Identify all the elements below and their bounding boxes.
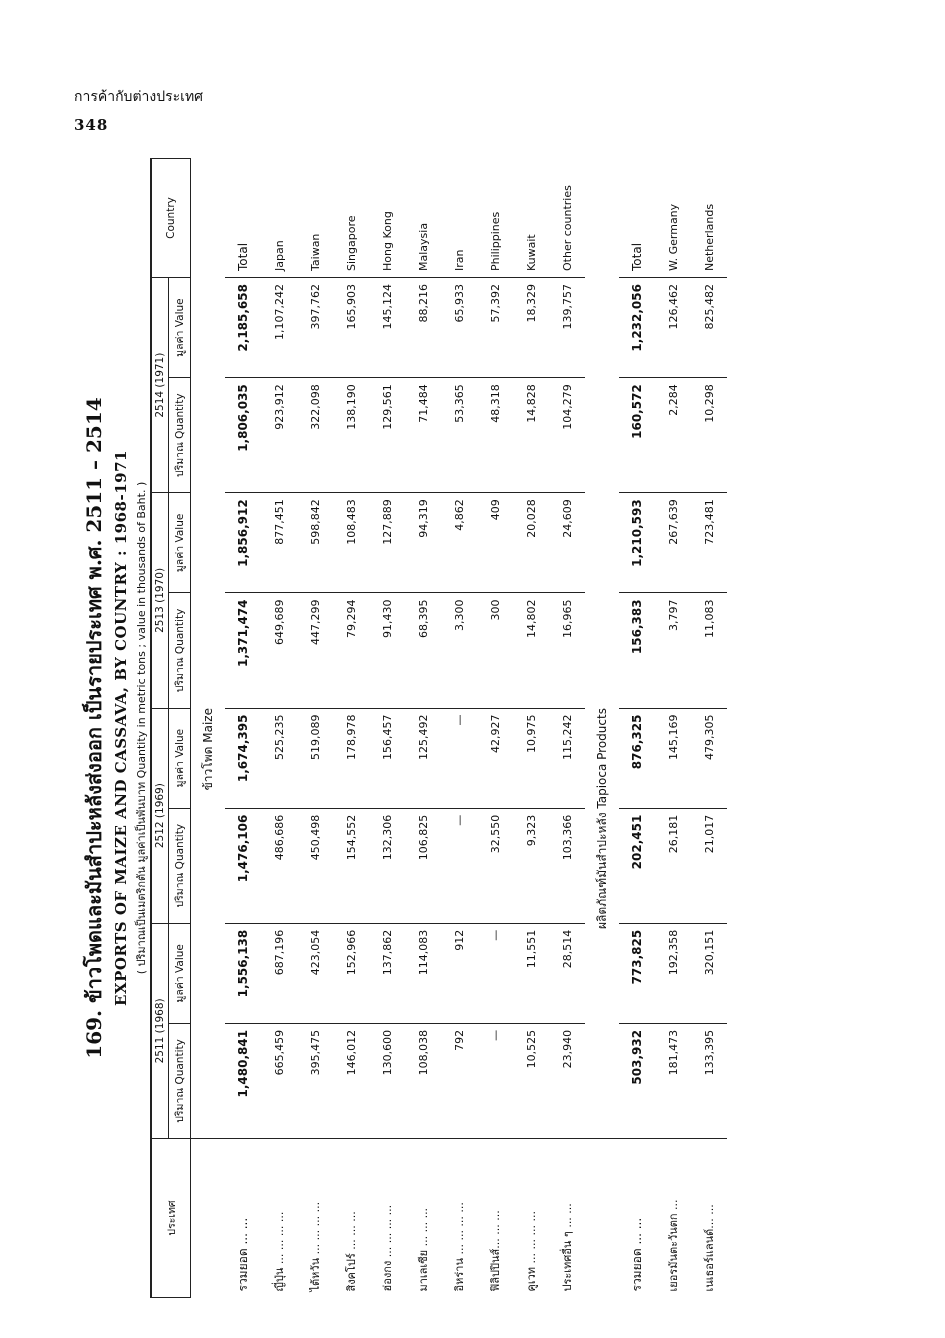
row-label-thai: ประเทศอื่น ๆ ... ... <box>561 1203 574 1292</box>
table-cell: 2,284 <box>655 378 691 493</box>
table-cell: 876,325 <box>619 708 655 808</box>
table-row <box>619 159 655 1298</box>
table-cell: 1,232,056 <box>619 278 655 378</box>
value-header: มูลค่า Value <box>169 278 191 378</box>
table-cell: 792 <box>441 1023 477 1138</box>
table-cell: 156,457 <box>369 708 405 808</box>
table-cell: 24,609 <box>549 493 585 593</box>
row-label-thai: ญี่ปุ่น ... ... ... ... <box>273 1211 286 1292</box>
year-header-1968: 2511 (1968) <box>151 923 169 1138</box>
table-cell: 397,762 <box>297 278 333 378</box>
table-cell: 108,038 <box>405 1023 441 1138</box>
row-label-thai: ไต้หวัน ... ... ... ... <box>309 1201 322 1292</box>
quantity-header: ปริมาณ Quantity <box>169 378 191 493</box>
table-cell: 1,556,138 <box>225 923 261 1023</box>
table-cell: 486,686 <box>261 808 297 923</box>
table-cell: 1,107,242 <box>261 278 297 378</box>
table-row <box>549 159 585 1298</box>
table-cell: 649,689 <box>261 593 297 708</box>
value-header: มูลค่า Value <box>169 708 191 808</box>
table-cell: 450,498 <box>297 808 333 923</box>
table-cell: 9,323 <box>513 808 549 923</box>
table-cell: 423,054 <box>297 923 333 1023</box>
title-thai: 169. ข้าวโพดและมันสำปะหลังส่งออก เป็นรายประเทศ พ.ศ. 2511 – 2514 <box>82 397 106 1059</box>
table-cell: 11,083 <box>691 593 727 708</box>
table-cell: 115,242 <box>549 708 585 808</box>
table-row <box>477 159 513 1298</box>
table-cell: 138,190 <box>333 378 369 493</box>
table-cell: 139,757 <box>549 278 585 378</box>
country-th-header: ประเทศ <box>151 1139 191 1298</box>
table-cell: 152,966 <box>333 923 369 1023</box>
table-cell: 1,371,474 <box>225 593 261 708</box>
table-cell: — <box>441 808 477 923</box>
table-cell: 1,210,593 <box>619 493 655 593</box>
table-cell: 79,294 <box>333 593 369 708</box>
table-cell: 16,965 <box>549 593 585 708</box>
table-cell: 320,151 <box>691 923 727 1023</box>
table-row <box>225 159 261 1298</box>
page-number: 348 <box>74 116 109 134</box>
year-header-1969: 2512 (1969) <box>151 708 169 923</box>
table-cell: — <box>441 708 477 808</box>
table-cell: 127,889 <box>369 493 405 593</box>
table-cell: — <box>477 923 513 1023</box>
table-cell: 300 <box>477 593 513 708</box>
table-cell: 1,674,395 <box>225 708 261 808</box>
table-cell: 129,561 <box>369 378 405 493</box>
row-label-english: Japan <box>261 159 297 278</box>
row-label-thai: คูเวท ... ... ... ... <box>525 1211 538 1292</box>
table-cell: 65,933 <box>441 278 477 378</box>
table-cell: 160,572 <box>619 378 655 493</box>
row-label-thai: เนเธอร์แลนด์... ... <box>703 1204 716 1292</box>
row-label-english: Iran <box>441 159 477 278</box>
table-cell: 88,216 <box>405 278 441 378</box>
row-label-thai: ฟิลิปปินส์... ... ... <box>489 1210 502 1292</box>
table-cell: 18,329 <box>513 278 549 378</box>
row-label-thai: เยอรมันตะวันตก ... <box>667 1199 680 1292</box>
table-cell: 503,932 <box>619 1023 655 1138</box>
table-cell: 42,927 <box>477 708 513 808</box>
table-cell: 10,525 <box>513 1023 549 1138</box>
row-label-english: W. Germany <box>655 159 691 278</box>
table-cell: 94,319 <box>405 493 441 593</box>
table-cell: 519,089 <box>297 708 333 808</box>
table-cell: 181,473 <box>655 1023 691 1138</box>
table-cell: 395,475 <box>297 1023 333 1138</box>
table-cell: — <box>477 1023 513 1138</box>
table-cell: 665,459 <box>261 1023 297 1138</box>
table-row <box>655 159 691 1298</box>
table-cell: 723,481 <box>691 493 727 593</box>
table-cell: 28,514 <box>549 923 585 1023</box>
value-header: มูลค่า Value <box>169 923 191 1023</box>
table-cell: 126,462 <box>655 278 691 378</box>
row-label-english: Hong Kong <box>369 159 405 278</box>
section-maize-label: ข้าวโพด Maize <box>191 708 226 1138</box>
row-label-thai: สิงคโปร์ ... ... ... <box>345 1211 358 1292</box>
table-cell: 26,181 <box>655 808 691 923</box>
table-cell: 4,862 <box>441 493 477 593</box>
table-cell: 192,358 <box>655 923 691 1023</box>
table-cell: 202,451 <box>619 808 655 923</box>
table-cell: 48,318 <box>477 378 513 493</box>
table-cell: 130,600 <box>369 1023 405 1138</box>
table-row <box>333 159 369 1298</box>
table-row <box>261 159 297 1298</box>
row-label-english: Total <box>225 159 261 278</box>
row-label-english: Other countries <box>549 159 585 278</box>
table-cell: 3,797 <box>655 593 691 708</box>
table-cell: 687,196 <box>261 923 297 1023</box>
table-cell: 57,392 <box>477 278 513 378</box>
row-label-thai: รวมยอด ... ... <box>629 1217 644 1292</box>
table-cell: 53,365 <box>441 378 477 493</box>
table-cell: 1,806,035 <box>225 378 261 493</box>
table-cell: 14,802 <box>513 593 549 708</box>
table-cell: 103,366 <box>549 808 585 923</box>
row-label-thai: ฮ่องกง ... ... ... ... <box>381 1204 394 1292</box>
table-row <box>691 159 727 1298</box>
table-cell: 3,300 <box>441 593 477 708</box>
row-label-english: Singapore <box>333 159 369 278</box>
table-cell: 165,903 <box>333 278 369 378</box>
row-label-english: Total <box>619 159 655 278</box>
row-label-english: Malaysia <box>405 159 441 278</box>
year-header-1970: 2513 (1970) <box>151 493 169 708</box>
running-head: การค้ากับต่างประเทศ <box>74 89 204 105</box>
table-cell: 114,083 <box>405 923 441 1023</box>
row-label-thai: รวมยอด ... ... <box>235 1217 250 1292</box>
year-header-1971: 2514 (1971) <box>151 278 169 493</box>
table-cell: 923,912 <box>261 378 297 493</box>
table-cell: 10,975 <box>513 708 549 808</box>
row-label-english: Philippines <box>477 159 513 278</box>
table-cell: 133,395 <box>691 1023 727 1138</box>
section-tapioca-label: ผลิตภัณฑ์มันสำปะหลัง Tapioca Products <box>585 708 619 1138</box>
table-cell: 106,825 <box>405 808 441 923</box>
table-cell: 598,842 <box>297 493 333 593</box>
table-cell: 21,017 <box>691 808 727 923</box>
table-cell: 71,484 <box>405 378 441 493</box>
table-cell: 125,492 <box>405 708 441 808</box>
table-cell: 409 <box>477 493 513 593</box>
table-cell: 23,940 <box>549 1023 585 1138</box>
title-english: EXPORTS OF MAIZE AND CASSAVA, BY COUNTRY : 1968-1971 <box>112 450 130 1006</box>
exports-table <box>150 158 727 1298</box>
row-label-thai: อิหร่าน ... ... ... ... <box>453 1202 466 1292</box>
table-cell: 32,550 <box>477 808 513 923</box>
row-label-thai: มาเลเซีย ... ... ... <box>417 1207 430 1292</box>
table-cell: 20,028 <box>513 493 549 593</box>
table-cell: 145,169 <box>655 708 691 808</box>
table-cell: 68,395 <box>405 593 441 708</box>
row-label-english: Kuwait <box>513 159 549 278</box>
table-cell: 447,299 <box>297 593 333 708</box>
table-cell: 137,862 <box>369 923 405 1023</box>
table-cell: 104,279 <box>549 378 585 493</box>
table-cell: 773,825 <box>619 923 655 1023</box>
table-cell: 11,551 <box>513 923 549 1023</box>
table-row <box>405 159 441 1298</box>
table-cell: 2,185,658 <box>225 278 261 378</box>
table-row <box>441 159 477 1298</box>
table-cell: 825,482 <box>691 278 727 378</box>
table-cell: 132,306 <box>369 808 405 923</box>
quantity-header: ปริมาณ Quantity <box>169 593 191 708</box>
table-cell: 525,235 <box>261 708 297 808</box>
rotated-table-page <box>70 158 870 1298</box>
table-cell: 912 <box>441 923 477 1023</box>
table-cell: 108,483 <box>333 493 369 593</box>
table-row <box>513 159 549 1298</box>
value-header: มูลค่า Value <box>169 493 191 593</box>
table-cell: 156,383 <box>619 593 655 708</box>
units-note: ( ปริมาณเป็นเมตริกตัน มูลค่าเป็นพันบาท Quantity in metric tons ; value in thousands of Baht. ) <box>135 481 148 975</box>
quantity-header: ปริมาณ Quantity <box>169 808 191 923</box>
table-cell: 1,856,912 <box>225 493 261 593</box>
table-cell: 91,430 <box>369 593 405 708</box>
country-en-header: Country <box>151 159 191 278</box>
table-cell: 1,476,106 <box>225 808 261 923</box>
quantity-header: ปริมาณ Quantity <box>169 1023 191 1138</box>
table-cell: 267,639 <box>655 493 691 593</box>
table-cell: 14,828 <box>513 378 549 493</box>
table-row <box>369 159 405 1298</box>
table-row <box>297 159 333 1298</box>
row-label-english: Netherlands <box>691 159 727 278</box>
table-cell: 154,552 <box>333 808 369 923</box>
row-label-english: Taiwan <box>297 159 333 278</box>
table-cell: 877,451 <box>261 493 297 593</box>
table-cell: 10,298 <box>691 378 727 493</box>
table-body <box>191 159 728 1298</box>
table-cell: 1,480,841 <box>225 1023 261 1138</box>
table-cell: 479,305 <box>691 708 727 808</box>
table-cell: 145,124 <box>369 278 405 378</box>
table-cell: 178,978 <box>333 708 369 808</box>
table-cell: 146,012 <box>333 1023 369 1138</box>
table-cell: 322,098 <box>297 378 333 493</box>
